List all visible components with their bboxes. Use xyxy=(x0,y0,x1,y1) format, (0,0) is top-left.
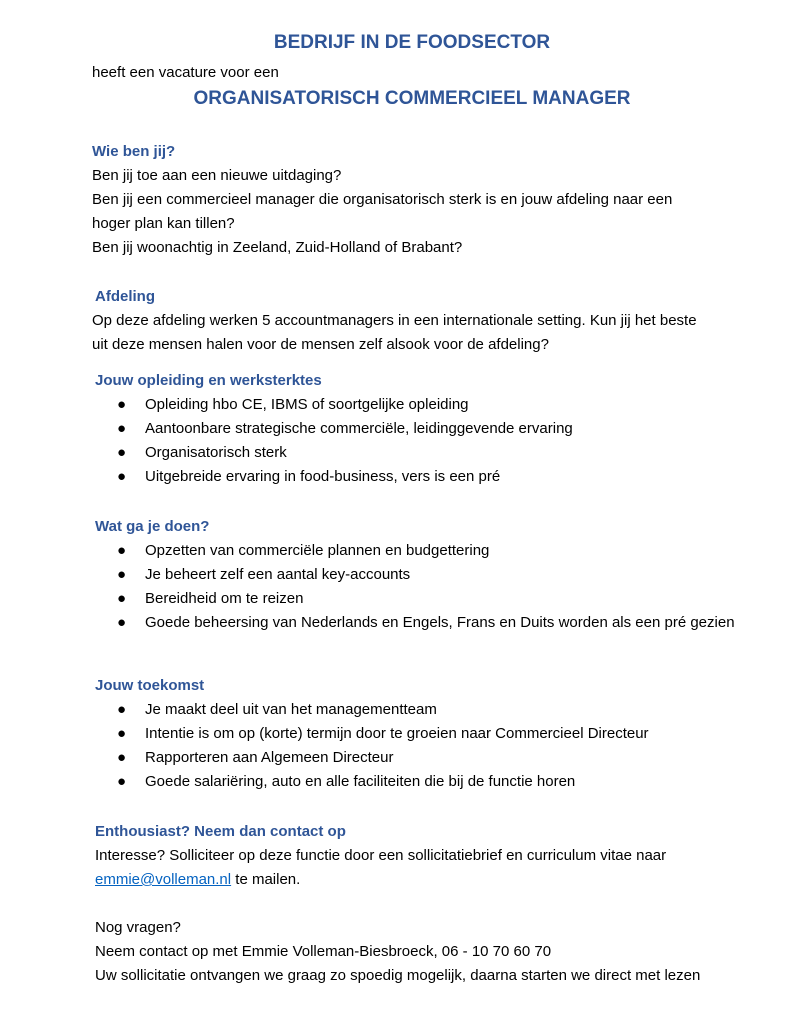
list-item: ● Opleiding hbo CE, IBMS of soortgelijke opleiding xyxy=(95,393,745,417)
paragraph-line: Op deze afdeling werken 5 accountmanagers in een internationale setting. Kun jij het beste xyxy=(92,312,697,329)
bullet-icon: ● xyxy=(117,614,127,631)
section-who xyxy=(92,140,792,260)
bullet-icon: ● xyxy=(117,701,127,718)
list-item: ● Je maakt deel uit van het managementteam xyxy=(95,698,745,722)
paragraph-line: Ben jij woonachtig in Zeeland, Zuid-Holland of Brabant? xyxy=(92,239,463,256)
paragraph-line xyxy=(95,868,795,892)
section-education xyxy=(95,369,795,489)
section-heading: Afdeling xyxy=(95,288,155,305)
bullet-list xyxy=(95,698,795,794)
bullet-icon: ● xyxy=(117,468,127,485)
list-item: ● Je beheert zelf een aantal key-accounts xyxy=(95,563,745,587)
bullet-icon: ● xyxy=(117,542,127,559)
bullet-icon: ● xyxy=(117,725,127,742)
bullet-icon: ● xyxy=(117,420,127,437)
paragraph-line: Interesse? Solliciteer op deze functie door een sollicitatiebrief en curriculum vitae naar xyxy=(95,847,667,864)
section-department xyxy=(92,285,795,357)
section-heading: Jouw opleiding en werksterktes xyxy=(95,372,322,389)
questions-line: Nog vragen? xyxy=(95,919,181,936)
closing-line: Uw sollicitatie ontvangen we graag zo spoedig mogelijk, daarna starten we direct met lezen xyxy=(95,967,701,984)
section-contact xyxy=(95,820,795,988)
bullet-list xyxy=(95,393,795,489)
spacer xyxy=(95,892,795,916)
role-title: ORGANISATORISCH COMMERCIEEL MANAGER xyxy=(193,88,631,109)
list-item: ● Goede salariëring, auto en alle faciliteiten die bij de functie horen xyxy=(95,770,745,794)
list-item: ● Organisatorisch sterk xyxy=(95,441,745,465)
intro-text: heeft een vacature voor een xyxy=(92,64,279,81)
section-heading: Wat ga je doen? xyxy=(95,518,210,535)
email-link[interactable]: emmie@volleman.nl xyxy=(95,871,232,888)
paragraph-line: hoger plan kan tillen? xyxy=(92,215,235,232)
paragraph-line: uit deze mensen halen voor de mensen zelf alsook voor de afdeling? xyxy=(92,336,549,353)
company-title: BEDRIJF IN DE FOODSECTOR xyxy=(273,32,551,53)
section-heading: Jouw toekomst xyxy=(95,677,205,694)
paragraph-line: Ben jij toe aan een nieuwe uitdaging? xyxy=(92,167,342,184)
section-tasks xyxy=(95,515,795,635)
bullet-icon: ● xyxy=(117,444,127,461)
list-item: ● Aantoonbare strategische commerciële, leidinggevende ervaring xyxy=(95,417,745,441)
list-item: ● Rapporteren aan Algemeen Directeur xyxy=(95,746,745,770)
list-item: ● Goede beheersing van Nederlands en Engels, Frans en Duits worden als een pré gezien xyxy=(95,611,745,635)
paragraph-line: Ben jij een commercieel manager die organisatorisch sterk is en jouw afdeling naar een xyxy=(92,191,673,208)
section-heading: Wie ben jij? xyxy=(92,143,176,160)
bullet-icon: ● xyxy=(117,773,127,790)
bullet-icon: ● xyxy=(117,566,127,583)
list-item: ● Intentie is om op (korte) termijn door te groeien naar Commercieel Directeur xyxy=(95,722,745,746)
list-item: ● Bereidheid om te reizen xyxy=(95,587,745,611)
bullet-icon: ● xyxy=(117,749,127,766)
bullet-icon: ● xyxy=(117,590,127,607)
section-heading: Enthousiast? Neem dan contact op xyxy=(95,823,346,840)
list-item: ● Opzetten van commerciële plannen en budgettering xyxy=(95,539,745,563)
contact-line: Neem contact op met Emmie Volleman-Biesbroeck, 06 - 10 70 60 70 xyxy=(95,943,552,960)
section-future xyxy=(95,674,795,794)
bullet-icon: ● xyxy=(117,396,127,413)
email-suffix: te mailen. xyxy=(231,871,301,888)
list-item: ● Uitgebreide ervaring in food-business, vers is een pré xyxy=(95,465,745,489)
bullet-list xyxy=(95,539,795,635)
